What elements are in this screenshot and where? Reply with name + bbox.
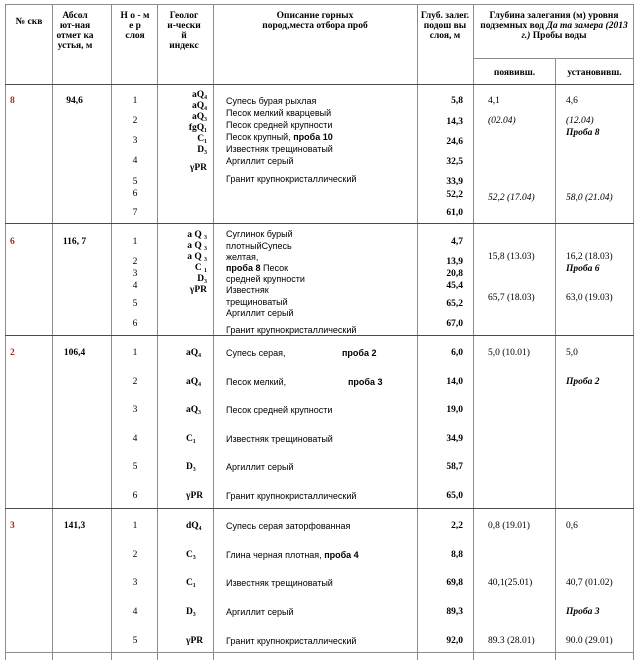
layer-depth: 14,0 <box>446 377 463 387</box>
layer-number: 2 <box>132 377 138 387</box>
water-appeared: 15,8 (13.03) <box>488 252 535 262</box>
water-appeared: 52,2 (17.04) <box>488 193 535 203</box>
water-appeared: 5,0 (10.01) <box>488 348 530 358</box>
layer-description: Супесь серая, <box>226 348 286 358</box>
grid-line <box>5 223 634 224</box>
geo-index: D₃ <box>197 274 207 284</box>
water-established: 0,6 <box>566 521 578 531</box>
well-number: 2 <box>10 348 15 358</box>
layer-description: Известняк трещиноватый <box>226 578 333 588</box>
water-established: 16,2 (18.03) <box>566 252 613 262</box>
layer-depth: 52,2 <box>446 190 463 200</box>
water-appeared: 4,1 <box>488 96 500 106</box>
header-well-no: № скв <box>15 17 43 27</box>
water-established: (12.04) <box>566 116 594 126</box>
layer-depth: 58,7 <box>446 462 463 472</box>
layer-number: 1 <box>132 237 138 247</box>
geo-index: aQ₄ <box>186 377 201 387</box>
water-established: 63,0 (19.03) <box>566 293 613 303</box>
grid-line <box>5 652 634 653</box>
sample-label: проба 2 <box>342 348 377 358</box>
water-established: 58,0 (21.04) <box>566 193 613 203</box>
water-sample: Проба 8 <box>566 128 600 138</box>
well-number: 6 <box>10 237 15 247</box>
layer-description: трещиноватый <box>226 297 288 307</box>
layer-depth: 14,3 <box>446 117 463 127</box>
layer-depth: 20,8 <box>446 269 463 279</box>
geo-index: C ₁ <box>194 263 207 273</box>
layer-number: 1 <box>132 521 138 531</box>
layer-description: Известняк трещиноватый <box>226 144 333 154</box>
layer-number: 5 <box>132 299 138 309</box>
geo-index: a Q ₃ <box>187 252 207 262</box>
layer-description: проба 8 Песок <box>226 263 289 273</box>
layer-description: плотныйСупесь <box>226 241 292 251</box>
layer-depth: 19,0 <box>446 405 463 415</box>
layer-number: 6 <box>132 491 138 501</box>
grid-line <box>417 4 418 660</box>
header-layer-no: Н о - м е р слоя <box>120 11 150 41</box>
layer-description: Аргиллит серый <box>226 607 294 617</box>
geo-index: aQ₄ <box>192 101 207 111</box>
header-appeared: появивш. <box>493 68 536 78</box>
header-depth: Глуб. залег. подош вы слоя, м <box>420 11 470 41</box>
layer-number: 5 <box>132 177 138 187</box>
layer-depth: 34,9 <box>446 434 463 444</box>
water-appeared: 0,8 (19.01) <box>488 521 530 531</box>
layer-number: 6 <box>132 189 138 199</box>
grid-line <box>5 508 634 509</box>
layer-number: 7 <box>132 208 138 218</box>
abs-mark: 94,6 <box>66 96 83 106</box>
layer-description: Суглинок бурый <box>226 229 293 239</box>
layer-number: 6 <box>132 319 138 329</box>
layer-depth: 6,0 <box>451 348 463 358</box>
grid-line <box>157 4 158 660</box>
geo-index: γPR <box>186 491 204 501</box>
grid-line <box>633 4 634 660</box>
geo-index: γPR <box>189 163 207 173</box>
layer-description: Песок крупный, проба 10 <box>226 132 333 142</box>
layer-description: Песок мелкий кварцевый <box>226 108 332 118</box>
layer-depth: 92,0 <box>446 636 463 646</box>
sample-label: проба 3 <box>348 377 383 387</box>
layer-number: 5 <box>132 462 138 472</box>
water-established: 4,6 <box>566 96 578 106</box>
layer-description: Известняк <box>226 285 269 295</box>
geo-index: aQ₄ <box>192 90 207 100</box>
layer-description: Песок средней крупности <box>226 405 333 415</box>
layer-description: желтая, <box>226 252 259 262</box>
layer-description: Аргиллит серый <box>226 156 294 166</box>
layer-depth: 61,0 <box>446 208 463 218</box>
water-established: 40,7 (01.02) <box>566 578 613 588</box>
layer-depth: 13,9 <box>446 257 463 267</box>
layer-number: 2 <box>132 550 138 560</box>
layer-description: Аргиллит серый <box>226 308 294 318</box>
grid-line <box>555 58 556 660</box>
layer-depth: 32,5 <box>446 157 463 167</box>
grid-line <box>5 84 634 85</box>
layer-number: 1 <box>132 96 138 106</box>
geo-index: D₃ <box>186 462 196 472</box>
geo-index: C₃ <box>186 550 196 560</box>
grid-line <box>213 4 214 660</box>
grid-line <box>5 4 634 5</box>
layer-depth: 24,6 <box>446 137 463 147</box>
layer-number: 4 <box>132 607 138 617</box>
geo-index: D₃ <box>197 145 207 155</box>
geo-index: aQ₄ <box>186 348 201 358</box>
layer-depth: 89,3 <box>446 607 463 617</box>
geo-index: γPR <box>189 285 207 295</box>
layer-depth: 33,9 <box>446 177 463 187</box>
geo-index: C₁ <box>186 434 196 444</box>
grid-line <box>5 335 634 336</box>
layer-description: Песок средней крупности <box>226 120 333 130</box>
layer-description: Песок мелкий, <box>226 377 287 387</box>
layer-number: 2 <box>132 116 138 126</box>
layer-number: 3 <box>132 136 138 146</box>
layer-depth: 69,8 <box>446 578 463 588</box>
layer-depth: 67,0 <box>446 319 463 329</box>
layer-number: 3 <box>132 269 138 279</box>
layer-description: Аргиллит серый <box>226 462 294 472</box>
geo-index: a Q ₃ <box>187 241 207 251</box>
layer-depth: 45,4 <box>446 281 463 291</box>
abs-mark: 106,4 <box>63 348 86 358</box>
layer-depth: 65,2 <box>446 299 463 309</box>
geo-index: γPR <box>186 636 204 646</box>
grid-line <box>5 4 6 660</box>
layer-depth: 2,2 <box>451 521 463 531</box>
layer-description: Супесь серая заторфованная <box>226 521 351 531</box>
layer-number: 2 <box>132 257 138 267</box>
header-water-level: Глубина залегания (м) уровня подземных вод Да та замера (2013 г.) Пробы воды <box>480 11 628 41</box>
grid-line <box>111 4 112 660</box>
water-appeared: 89.3 (28.01) <box>488 636 535 646</box>
layer-depth: 8,8 <box>451 550 463 560</box>
geo-index: C₁ <box>186 578 196 588</box>
geo-index: fgQ₁ <box>188 123 207 133</box>
header-geo-index: Геолог и-чески й индекс <box>167 11 201 51</box>
layer-description: Гранит крупнокристаллический <box>226 325 357 335</box>
layer-number: 4 <box>132 156 138 166</box>
water-appeared: 65,7 (18.03) <box>488 293 535 303</box>
header-description: Описание горных пород,места отбора проб <box>262 11 368 31</box>
geo-index: C₁ <box>197 134 207 144</box>
layer-depth: 4,7 <box>451 237 463 247</box>
water-established: 90.0 (29.01) <box>566 636 613 646</box>
geo-index: aQ₃ <box>186 405 201 415</box>
layer-number: 3 <box>132 578 138 588</box>
layer-description: Гранит крупнокристаллический <box>226 636 357 646</box>
geo-index: aQ₃ <box>192 112 207 122</box>
layer-description: Супесь бурая рыхлая <box>226 96 317 106</box>
layer-number: 4 <box>132 434 138 444</box>
water-appeared: (02.04) <box>488 116 516 126</box>
layer-number: 5 <box>132 636 138 646</box>
header-established: установивш. <box>567 68 622 78</box>
layer-number: 4 <box>132 281 138 291</box>
layer-description: Гранит крупнокристаллический <box>226 174 357 184</box>
layer-description: Известняк трещиноватый <box>226 434 333 444</box>
water-appeared: 40,1(25.01) <box>488 578 533 588</box>
layer-number: 1 <box>132 348 138 358</box>
geo-index: a Q ₃ <box>187 230 207 240</box>
water-sample: Проба 2 <box>566 377 600 387</box>
layer-depth: 65,0 <box>446 491 463 501</box>
layer-description: Глина черная плотная, проба 4 <box>226 550 359 560</box>
abs-mark: 141,3 <box>63 521 86 531</box>
layer-number: 3 <box>132 405 138 415</box>
grid-line <box>473 58 634 59</box>
layer-description: Гранит крупнокристаллический <box>226 491 357 501</box>
header-abs-mark: Абсол ют-ная отмет ка устья, м <box>56 11 94 51</box>
well-number: 8 <box>10 96 15 106</box>
water-established: 5,0 <box>566 348 578 358</box>
grid-line <box>473 4 474 660</box>
abs-mark: 116, 7 <box>62 237 87 247</box>
layer-depth: 5,8 <box>451 96 463 106</box>
geo-index: D₃ <box>186 607 196 617</box>
well-number: 3 <box>10 521 15 531</box>
water-sample: Проба 3 <box>566 607 600 617</box>
geo-index: dQ₄ <box>186 521 202 531</box>
layer-description: средней крупности <box>226 274 305 284</box>
water-sample: Проба 6 <box>566 264 600 274</box>
